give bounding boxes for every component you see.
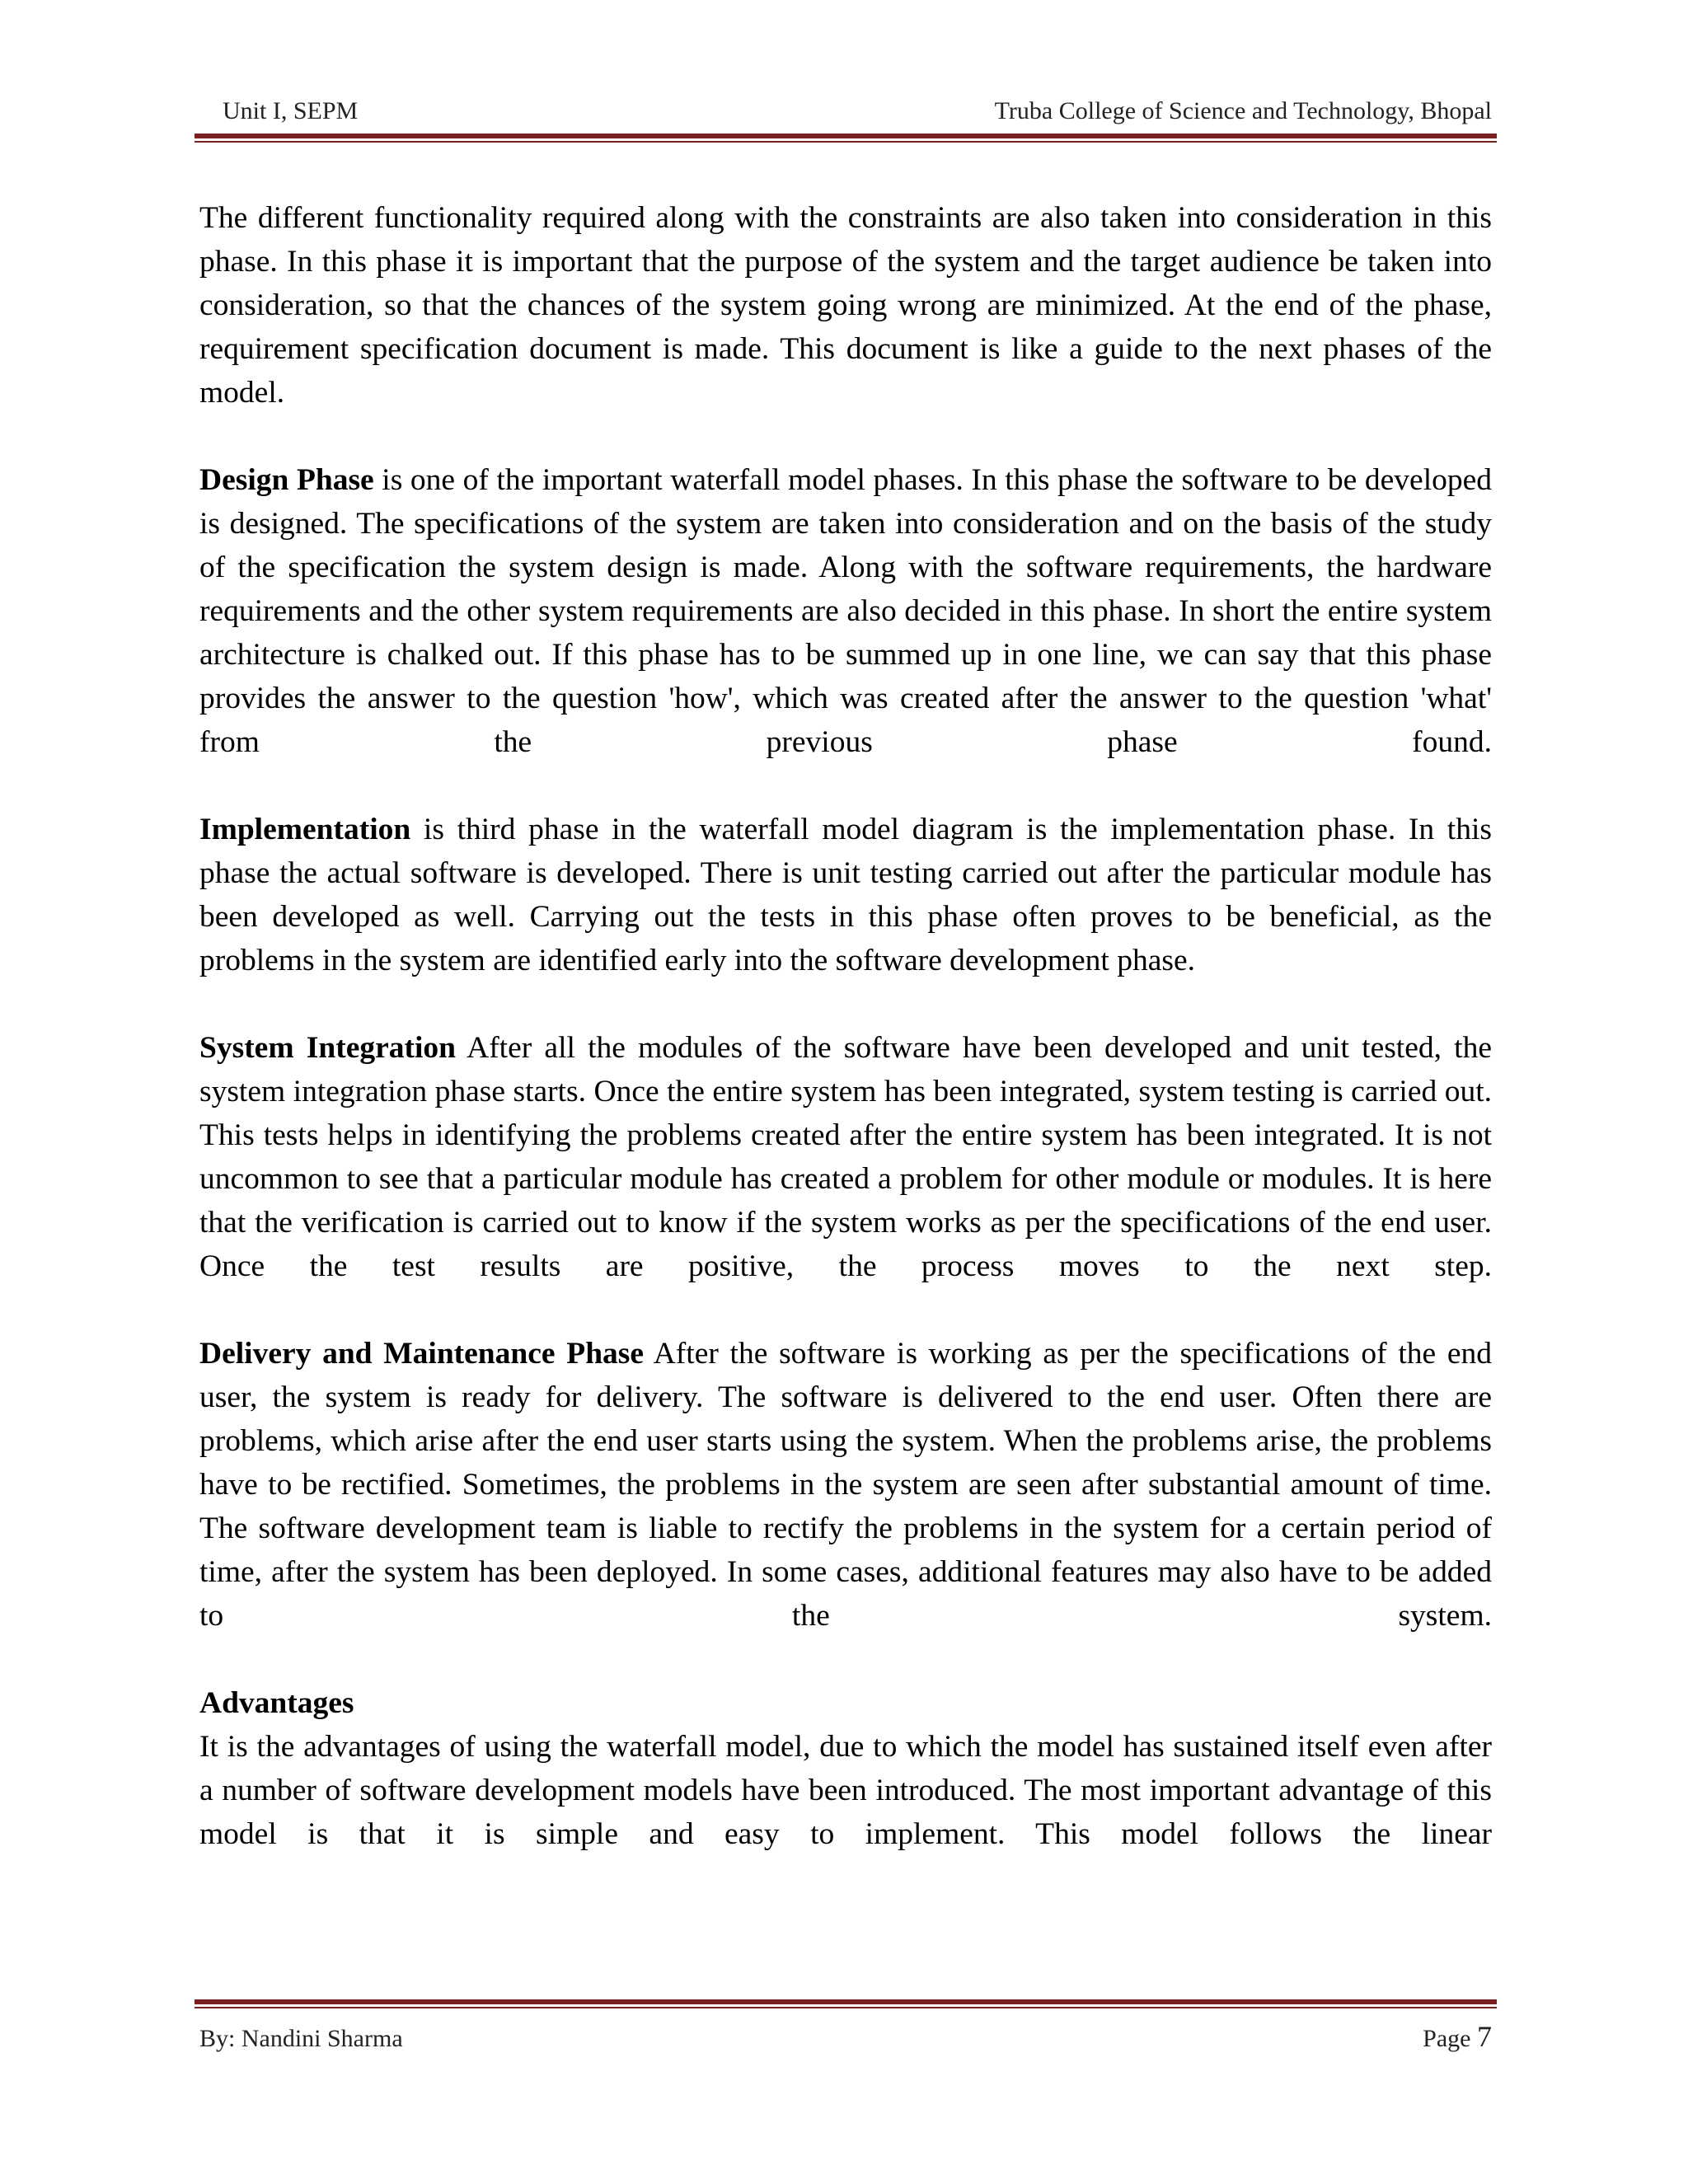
header-college-name: Truba College of Science and Technology, Bhopal	[994, 97, 1492, 124]
paragraph-delivery-maintenance	[199, 1332, 1492, 1638]
heading-advantages: Advantages	[199, 1686, 354, 1720]
footer-page	[1423, 2019, 1492, 2054]
header-unit-title: Unit I, SEPM	[223, 97, 359, 124]
term-design-phase: Design Phase	[199, 463, 374, 497]
paragraph-system-integration	[199, 1026, 1492, 1288]
paragraph-requirements: The different functionality required along with the constraints are also taken into consideration in this phase. In this phase it is important that the purpose of the system and the target audience be taken into consideration, so that the chances of the system going wrong are minimized. At the end of the phase, requirement specification document is made. This document is like a guide to the next phases of the model.	[199, 201, 1492, 410]
paragraph-advantages: It is the advantages of using the waterfall model, due to which the model has sustained itself even after a number of software development models have been introduced. The most important advantage of this model is that it is simple and easy to implement. This model follows the linear	[199, 1730, 1492, 1851]
page-header	[223, 97, 1492, 125]
footer-divider	[195, 1999, 1497, 2009]
page-footer	[199, 2019, 1492, 2054]
footer-page-number: 7	[1477, 2020, 1492, 2053]
term-delivery-maintenance: Delivery and Maintenance Phase	[199, 1337, 645, 1371]
paragraph-implementation	[199, 808, 1492, 982]
footer-author: By: Nandini Sharma	[199, 2025, 403, 2052]
header-divider	[195, 134, 1497, 143]
footer-page-label: Page	[1423, 2025, 1471, 2052]
text-system-integration: After all the modules of the software have been developed and unit tested, the system integration phase starts. Once the entire system has been integrated, system testing is carried out. This tests helps in identifying the problems created after the entire system has been integrated. It is not uncommon to see that a particular module has created a problem for other module or modules. It is here that the verification is carried out to know if the system works as per the specifications of the end user. Once the test results are positive, the process moves to the next step.	[199, 1031, 1492, 1283]
text-implementation: is third phase in the waterfall model diagram is the implementation phase. In this phase the actual software is developed. There is unit testing carried out after the particular module has been developed as well. Carrying out the tests in this phase often proves to be beneficial, as the problems in the system are identified early into the software development phase.	[199, 813, 1492, 977]
paragraph-design-phase	[199, 458, 1492, 764]
text-delivery-maintenance: After the software is working as per the specifications of the end user, the system is ready for delivery. The software is delivered to the end user. Often there are problems, which arise after the end user starts using the system. When the problems arise, the problems have to be rectified. Sometimes, the problems in the system are seen after substantial amount of time. The software development team is liable to rectify the problems in the system for a certain period of time, after the system has been deployed. In some cases, additional features may also have to be added to the system.	[199, 1337, 1492, 1633]
document-body	[199, 196, 1492, 1856]
term-implementation: Implementation	[199, 813, 411, 846]
text-design-phase: is one of the important waterfall model phases. In this phase the software to be developed is designed. The specifications of the system are taken into consideration and on the basis of the study of the specification the system design is made. Along with the software requirements, the hardware requirements and the other system requirements are also decided in this phase. In short the entire system architecture is chalked out. If this phase has to be summed up in one line, we can say that this phase provides the answer to the question 'how', which was created after the answer to the question 'what' from the previous phase found.	[199, 463, 1493, 759]
term-system-integration: System Integration	[199, 1031, 456, 1065]
